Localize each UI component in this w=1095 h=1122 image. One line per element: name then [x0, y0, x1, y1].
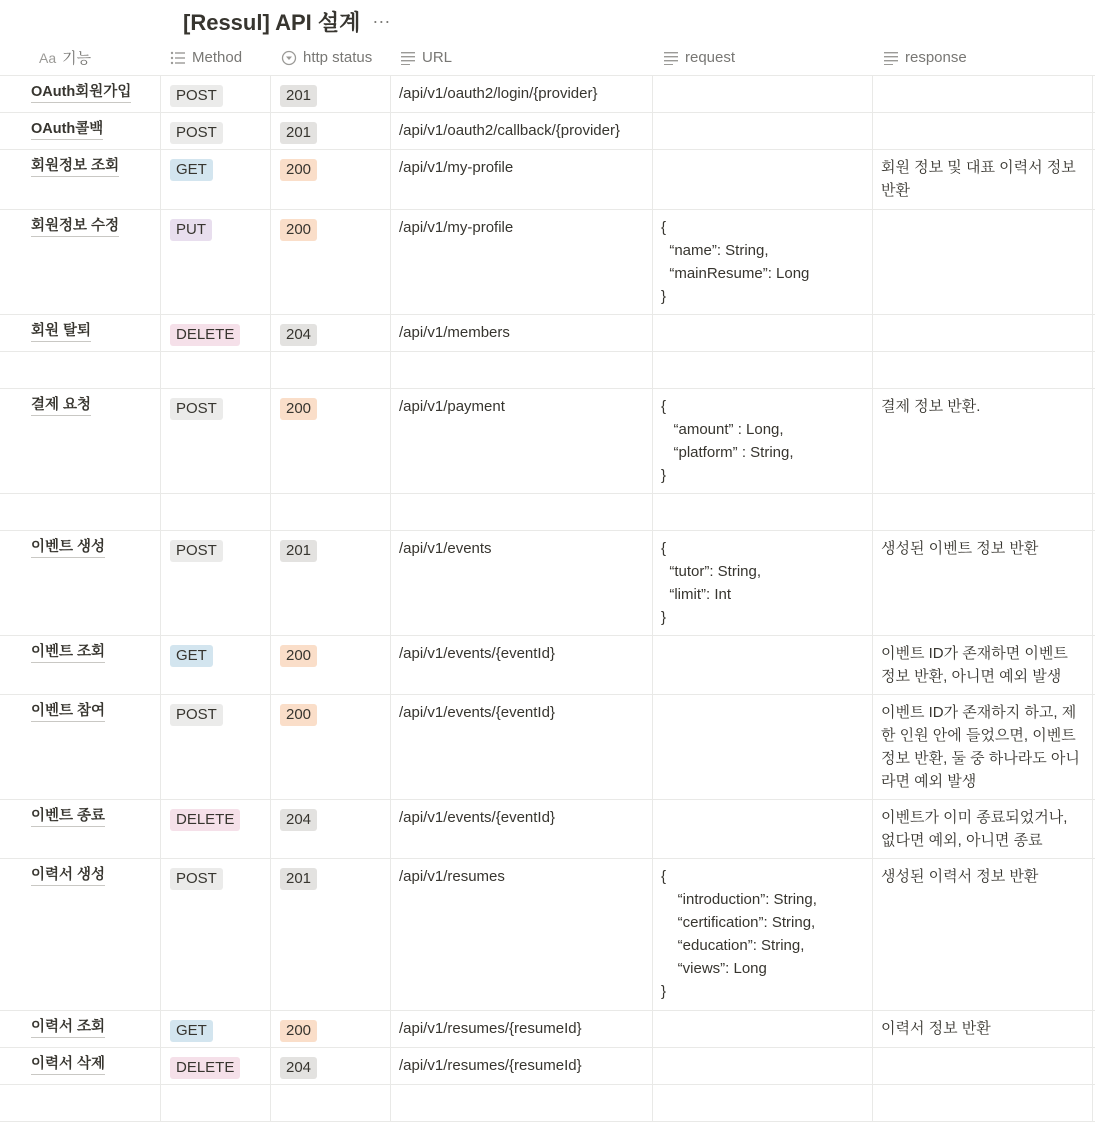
request-cell[interactable]: { “introduction”: String, “certification”: String, “education”: String, “views”: Long } — [661, 868, 817, 1000]
column-divider — [872, 1011, 873, 1047]
column-divider — [1092, 1011, 1093, 1047]
feature-cell[interactable]: 회원 탈퇴 — [31, 322, 91, 342]
status-cell[interactable] — [280, 397, 317, 420]
column-divider — [1092, 352, 1093, 388]
column-divider — [270, 389, 271, 493]
column-divider — [872, 113, 873, 149]
column-divider — [160, 210, 161, 314]
feature-cell[interactable]: 결제 요청 — [31, 396, 91, 416]
column-header-label: response — [905, 49, 967, 66]
column-header-url[interactable] — [400, 40, 452, 75]
status-tag: 204 — [280, 324, 317, 346]
table-header — [0, 40, 1095, 76]
status-tag: 201 — [280, 868, 317, 890]
method-cell[interactable] — [170, 121, 223, 144]
status-tag: 200 — [280, 645, 317, 667]
table-row[interactable] — [0, 695, 1095, 800]
url-cell[interactable]: /api/v1/payment — [399, 398, 505, 415]
table-row[interactable] — [0, 531, 1095, 636]
url-cell[interactable]: /api/v1/oauth2/login/{provider} — [399, 85, 598, 102]
status-tag: 204 — [280, 809, 317, 831]
method-tag: GET — [170, 1020, 213, 1042]
column-divider — [160, 389, 161, 493]
column-divider — [652, 76, 653, 112]
status-cell[interactable] — [280, 1056, 317, 1079]
method-cell[interactable] — [170, 158, 213, 181]
column-divider — [160, 352, 161, 388]
column-divider — [872, 76, 873, 112]
method-cell[interactable] — [170, 703, 223, 726]
table-row[interactable] — [0, 636, 1095, 695]
column-divider — [872, 1085, 873, 1121]
feature-cell[interactable]: OAuth콜백 — [31, 120, 103, 140]
column-divider — [390, 1048, 391, 1084]
status-cell[interactable] — [280, 867, 317, 890]
column-divider — [160, 1011, 161, 1047]
ellipsis-icon[interactable]: ··· — [372, 11, 391, 31]
method-tag: GET — [170, 645, 213, 667]
status-cell[interactable] — [280, 808, 317, 831]
column-divider — [1092, 210, 1093, 314]
method-tag: POST — [170, 704, 223, 726]
url-cell[interactable]: /api/v1/oauth2/callback/{provider} — [399, 122, 620, 139]
table-row[interactable] — [0, 150, 1095, 210]
column-divider — [270, 859, 271, 1010]
column-divider — [872, 531, 873, 635]
table-row[interactable] — [0, 315, 1095, 352]
url-cell[interactable]: /api/v1/my-profile — [399, 219, 514, 236]
url-cell[interactable]: /api/v1/events/{eventId} — [399, 809, 555, 826]
select-icon — [281, 50, 297, 66]
feature-cell[interactable]: 이벤트 참여 — [31, 702, 105, 722]
list-icon — [170, 51, 186, 65]
column-divider — [652, 531, 653, 635]
column-divider — [160, 315, 161, 351]
status-tag: 204 — [280, 1057, 317, 1079]
url-cell[interactable]: /api/v1/events/{eventId} — [399, 704, 555, 721]
column-divider — [160, 113, 161, 149]
column-header-method[interactable] — [170, 40, 242, 75]
table-row[interactable] — [0, 1085, 1095, 1122]
column-divider — [872, 695, 873, 799]
column-divider — [1092, 494, 1093, 530]
column-divider — [1092, 531, 1093, 635]
column-divider — [160, 859, 161, 1010]
column-divider — [270, 531, 271, 635]
column-divider — [652, 695, 653, 799]
column-divider — [872, 315, 873, 351]
column-divider — [872, 150, 873, 209]
column-divider — [872, 1048, 873, 1084]
column-divider — [270, 800, 271, 858]
text-lines-icon — [663, 51, 679, 65]
column-divider — [160, 150, 161, 209]
page-title-bar — [183, 5, 390, 37]
column-divider — [652, 210, 653, 314]
status-tag: 200 — [280, 159, 317, 181]
table-row[interactable] — [0, 1048, 1095, 1085]
column-divider — [652, 150, 653, 209]
table-row[interactable] — [0, 76, 1095, 113]
column-divider — [390, 1011, 391, 1047]
response-cell[interactable]: 생성된 이벤트 정보 반환 — [881, 540, 1039, 557]
column-divider — [1092, 695, 1093, 799]
method-tag: DELETE — [170, 809, 240, 831]
table-row[interactable] — [0, 389, 1095, 494]
column-divider — [390, 150, 391, 209]
feature-cell[interactable]: 이력서 삭제 — [31, 1055, 105, 1075]
column-divider — [390, 636, 391, 694]
method-cell[interactable] — [170, 1056, 240, 1079]
request-cell[interactable]: { “amount” : Long, “platform” : String, } — [661, 398, 794, 484]
url-cell[interactable]: /api/v1/resumes/{resumeId} — [399, 1020, 582, 1037]
table-row[interactable] — [0, 352, 1095, 389]
column-divider — [390, 800, 391, 858]
column-header-status[interactable] — [281, 40, 372, 75]
status-cell[interactable] — [280, 121, 317, 144]
response-cell[interactable]: 결제 정보 반환. — [881, 398, 981, 415]
column-divider — [1092, 113, 1093, 149]
column-divider — [390, 494, 391, 530]
column-divider — [160, 494, 161, 530]
response-cell[interactable]: 이벤트 ID가 존재하면 이벤트 정보 반환, 아니면 예외 발생 — [881, 645, 1068, 685]
column-divider — [270, 210, 271, 314]
column-divider — [390, 113, 391, 149]
method-cell[interactable] — [170, 539, 223, 562]
url-cell[interactable]: /api/v1/resumes/{resumeId} — [399, 1057, 582, 1074]
column-divider — [652, 1011, 653, 1047]
url-cell[interactable]: /api/v1/my-profile — [399, 159, 514, 176]
column-divider — [1092, 315, 1093, 351]
status-tag: 200 — [280, 1020, 317, 1042]
status-cell[interactable] — [280, 158, 317, 181]
column-divider — [872, 352, 873, 388]
column-divider — [160, 76, 161, 112]
status-cell[interactable] — [280, 644, 317, 667]
url-cell[interactable]: /api/v1/events — [399, 540, 492, 557]
column-divider — [160, 1048, 161, 1084]
method-cell[interactable] — [170, 808, 240, 831]
column-divider — [270, 636, 271, 694]
url-cell[interactable]: /api/v1/events/{eventId} — [399, 645, 555, 662]
status-tag: 201 — [280, 540, 317, 562]
column-divider — [652, 859, 653, 1010]
column-divider — [390, 352, 391, 388]
feature-cell[interactable]: 회원정보 수정 — [31, 217, 119, 237]
response-cell[interactable]: 이벤트가 이미 종료되었거나, 없다면 예외, 아니면 종료 — [881, 809, 1068, 849]
status-tag: 201 — [280, 122, 317, 144]
column-divider — [872, 210, 873, 314]
table-row[interactable] — [0, 800, 1095, 859]
status-tag: 201 — [280, 85, 317, 107]
method-cell[interactable] — [170, 323, 240, 346]
method-tag: DELETE — [170, 324, 240, 346]
response-cell[interactable]: 회원 정보 및 대표 이력서 정보 반환 — [881, 159, 1076, 199]
status-tag: 200 — [280, 704, 317, 726]
column-divider — [1092, 1085, 1093, 1121]
column-divider — [1092, 1048, 1093, 1084]
column-divider — [652, 636, 653, 694]
status-cell[interactable] — [280, 1019, 317, 1042]
method-cell[interactable] — [170, 218, 212, 241]
column-divider — [270, 1085, 271, 1121]
method-tag: GET — [170, 159, 213, 181]
feature-cell[interactable]: 이벤트 종료 — [31, 807, 105, 827]
column-divider — [872, 636, 873, 694]
column-divider — [652, 113, 653, 149]
column-divider — [270, 150, 271, 209]
column-divider — [160, 695, 161, 799]
request-cell[interactable]: { “name”: String, “mainResume”: Long } — [661, 219, 810, 305]
column-divider — [270, 494, 271, 530]
table-body — [0, 76, 1095, 1122]
feature-cell[interactable]: 이벤트 조회 — [31, 643, 105, 663]
column-divider — [872, 859, 873, 1010]
status-cell[interactable] — [280, 703, 317, 726]
column-divider — [270, 76, 271, 112]
column-divider — [652, 389, 653, 493]
column-divider — [652, 800, 653, 858]
column-divider — [270, 1011, 271, 1047]
status-cell[interactable] — [280, 84, 317, 107]
page-title[interactable]: [Ressul] API 설계 — [183, 9, 361, 35]
method-tag: POST — [170, 85, 223, 107]
column-header-label: request — [685, 49, 736, 66]
method-cell[interactable] — [170, 867, 223, 890]
status-tag: 200 — [280, 219, 317, 241]
feature-cell[interactable]: OAuth회원가입 — [31, 83, 131, 103]
column-divider — [390, 210, 391, 314]
column-divider — [652, 315, 653, 351]
column-divider — [1092, 800, 1093, 858]
column-divider — [872, 494, 873, 530]
status-cell[interactable] — [280, 323, 317, 346]
column-divider — [160, 1085, 161, 1121]
method-tag: POST — [170, 122, 223, 144]
table-row[interactable] — [0, 210, 1095, 315]
column-divider — [652, 1085, 653, 1121]
column-header-response[interactable] — [883, 40, 967, 75]
method-cell[interactable] — [170, 644, 213, 667]
request-cell[interactable]: { “tutor”: String, “limit”: Int } — [661, 540, 762, 626]
feature-cell[interactable]: 회원정보 조회 — [31, 157, 119, 177]
table-row[interactable] — [0, 1011, 1095, 1048]
column-divider — [390, 76, 391, 112]
column-divider — [652, 1048, 653, 1084]
column-header-request[interactable] — [663, 40, 735, 75]
table-row[interactable] — [0, 494, 1095, 531]
table-row[interactable] — [0, 113, 1095, 150]
column-divider — [652, 352, 653, 388]
column-divider — [1092, 859, 1093, 1010]
status-tag: 200 — [280, 398, 317, 420]
column-divider — [390, 389, 391, 493]
column-divider — [160, 800, 161, 858]
method-tag: POST — [170, 868, 223, 890]
url-cell[interactable]: /api/v1/resumes — [399, 868, 505, 885]
column-divider — [1092, 76, 1093, 112]
method-tag: POST — [170, 398, 223, 420]
column-divider — [1092, 389, 1093, 493]
status-cell[interactable] — [280, 218, 317, 241]
column-divider — [270, 113, 271, 149]
response-cell[interactable]: 이벤트 ID가 존재하지 하고, 제한 인원 안에 들었으면, 이벤트 정보 반환, 둘 중 하나라도 아니라면 예외 발생 — [881, 704, 1080, 790]
column-divider — [160, 636, 161, 694]
column-divider — [1092, 636, 1093, 694]
column-header-feature[interactable] — [39, 40, 91, 75]
column-divider — [270, 1048, 271, 1084]
method-tag: POST — [170, 540, 223, 562]
text-lines-icon — [883, 51, 899, 65]
column-divider — [270, 695, 271, 799]
method-cell[interactable] — [170, 397, 223, 420]
feature-cell[interactable]: 이벤트 생성 — [31, 538, 105, 558]
column-divider — [160, 531, 161, 635]
feature-cell[interactable]: 이력서 생성 — [31, 866, 105, 886]
column-divider — [390, 315, 391, 351]
text-property-icon: Aa — [39, 49, 57, 66]
method-tag: DELETE — [170, 1057, 240, 1079]
url-cell[interactable]: /api/v1/members — [399, 324, 510, 341]
method-cell[interactable] — [170, 84, 223, 107]
column-divider — [1092, 150, 1093, 209]
response-cell[interactable]: 이력서 정보 반환 — [881, 1020, 991, 1037]
column-divider — [390, 695, 391, 799]
column-divider — [390, 1085, 391, 1121]
column-divider — [390, 531, 391, 635]
column-divider — [390, 859, 391, 1010]
column-divider — [270, 352, 271, 388]
column-header-label: Method — [192, 49, 243, 66]
column-divider — [872, 389, 873, 493]
column-header-label: URL — [422, 49, 453, 66]
status-cell[interactable] — [280, 539, 317, 562]
column-header-label: 기능 — [62, 50, 92, 67]
method-cell[interactable] — [170, 1019, 213, 1042]
column-divider — [270, 315, 271, 351]
response-cell[interactable]: 생성된 이력서 정보 반환 — [881, 868, 1039, 885]
method-tag: PUT — [170, 219, 212, 241]
text-lines-icon — [400, 51, 416, 65]
feature-cell[interactable]: 이력서 조회 — [31, 1018, 105, 1038]
column-header-label: http status — [303, 49, 373, 66]
table-row[interactable] — [0, 859, 1095, 1011]
column-divider — [872, 800, 873, 858]
column-divider — [652, 494, 653, 530]
